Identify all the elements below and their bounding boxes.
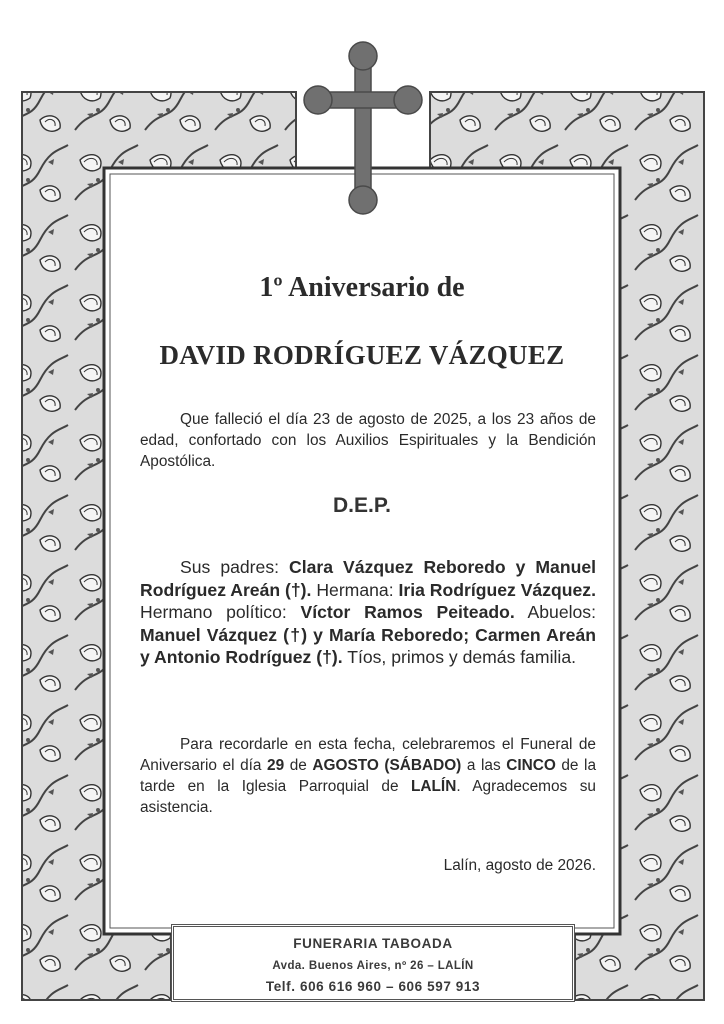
parents-names: Clara Vázquez Reboredo y Manuel Rodríguez Areán (†). (140, 557, 596, 600)
service-time: CINCO (506, 757, 556, 774)
sister-name: Iria Rodríguez Vázquez. (398, 579, 596, 600)
service-intro: Para recordarle en esta fecha, celebraremos el Funeral de Aniversario el día (140, 736, 596, 774)
grandparents-names: Manuel Vázquez (†) y María Reboredo; Carmen Areán y Antonio Rodríguez (†). (140, 624, 596, 667)
service-text-2: a las (461, 757, 507, 774)
other-family: Tíos, primos y demás familia. (342, 647, 576, 667)
notice-panel (106, 172, 618, 932)
brother-in-law-name: Víctor Ramos Peiteado. (300, 602, 515, 622)
brother-in-law-label: Hermano político: (140, 602, 301, 622)
rip-label: D.E.P. (333, 494, 391, 517)
service-day: 29 (267, 757, 285, 774)
signoff-place-date: Lalín, agosto de 2026. (443, 857, 596, 874)
service-paragraph (140, 734, 596, 818)
parents-label: Sus padres: (180, 557, 290, 577)
family-paragraph (140, 556, 596, 669)
sister-label: Hermana: (311, 579, 399, 600)
funeral-home-name: FUNERARIA TABOADA (293, 936, 453, 951)
deceased-name: DAVID RODRÍGUEZ VÁZQUEZ (159, 340, 565, 370)
death-notice-paragraph (140, 409, 596, 472)
service-end: . Agradecemos su asistencia. (140, 778, 596, 816)
service-place: LALÍN (411, 778, 457, 795)
funeral-home-phone: Telf. 606 616 960 – 606 597 913 (265, 979, 481, 994)
funeral-home-box (171, 924, 575, 1002)
grandparents-label: Abuelos: (514, 602, 596, 622)
funeral-home-address: Avda. Buenos Aires, nº 26 – LALÍN (272, 960, 474, 972)
service-text-3: de la tarde en la Iglesia Parroquial de (140, 757, 597, 795)
anniversary-heading: 1º Aniversario de (259, 272, 465, 303)
service-date: AGOSTO (SÁBADO) (312, 757, 462, 774)
death-notice-text: Que falleció el día 23 de agosto de 2025, a los 23 años de edad, confortado con los Auxilios Espirituales y la Bendición Apostólica. (140, 411, 596, 470)
service-text-1: de (284, 757, 313, 774)
